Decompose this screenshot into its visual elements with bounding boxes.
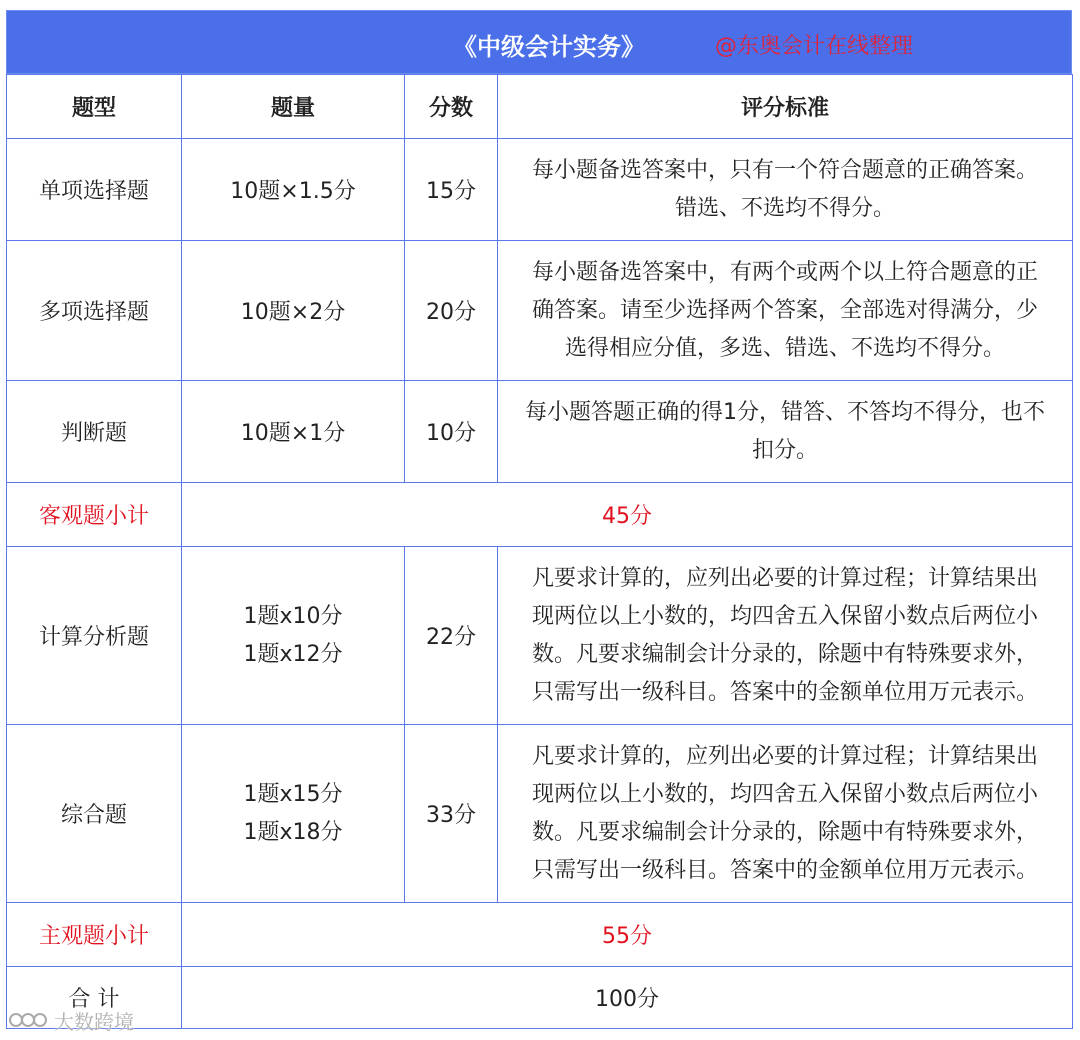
question-quantity: 10题×1分 [182, 381, 405, 483]
table-row [7, 381, 1073, 483]
criteria-line: 凡要求计算的，应列出必要的计算过程；计算结果出 [531, 743, 1038, 769]
criteria-line: 选得相应分值，多选、错选、不选均不得分。 [564, 335, 1005, 361]
question-score: 20分 [405, 241, 498, 381]
quantity-line: 1题x18分 [243, 819, 343, 845]
quantity-line: 1题x12分 [243, 641, 343, 667]
source-credit: @东奥会计在线整理 [715, 34, 914, 59]
subtotal-value: 55分 [182, 903, 1073, 967]
column-header-type: 题型 [7, 75, 182, 139]
table-row [7, 725, 1073, 903]
quantity-line: 1题x15分 [243, 781, 343, 807]
scoring-criteria [498, 241, 1073, 381]
table-title-banner [6, 10, 1072, 74]
subjective-subtotal-row [7, 903, 1073, 967]
question-score: 33分 [405, 725, 498, 903]
criteria-line: 每小题备选答案中，只有一个符合题意的正确答案。 [531, 157, 1038, 183]
question-type: 计算分析题 [7, 547, 182, 725]
criteria-line: 错选、不选均不得分。 [674, 195, 895, 221]
criteria-line: 数。凡要求编制会计分录的，除题中有特殊要求外， [531, 819, 1038, 845]
criteria-line: 现两位以上小数的，均四舍五入保留小数点后两位小 [531, 603, 1038, 629]
table-row [7, 139, 1073, 241]
subtotal-value: 45分 [182, 483, 1073, 547]
question-type: 单项选择题 [7, 139, 182, 241]
table-row [7, 241, 1073, 381]
column-header-quantity: 题量 [182, 75, 405, 139]
scoring-criteria [498, 725, 1073, 903]
scoring-table [6, 74, 1073, 1029]
question-quantity [182, 547, 405, 725]
table-row [7, 547, 1073, 725]
subtotal-label: 客观题小计 [7, 483, 182, 547]
criteria-line: 每小题备选答案中，有两个或两个以上符合题意的正 [531, 259, 1038, 285]
objective-subtotal-row [7, 483, 1073, 547]
question-type: 判断题 [7, 381, 182, 483]
question-type: 综合题 [7, 725, 182, 903]
question-type: 多项选择题 [7, 241, 182, 381]
question-quantity: 10题×2分 [182, 241, 405, 381]
criteria-line: 只需写出一级科目。答案中的金额单位用万元表示。 [531, 857, 1038, 883]
criteria-line: 确答案。请至少选择两个答案，全部选对得满分，少 [531, 297, 1038, 323]
column-header-criteria: 评分标准 [498, 75, 1073, 139]
scoring-criteria [498, 139, 1073, 241]
watermark-logo-icon [8, 1009, 48, 1031]
question-score: 15分 [405, 139, 498, 241]
question-quantity: 10题×1.5分 [182, 139, 405, 241]
criteria-line: 数。凡要求编制会计分录的，除题中有特殊要求外， [531, 641, 1038, 667]
question-quantity [182, 725, 405, 903]
scoring-criteria [498, 381, 1073, 483]
total-row [7, 967, 1073, 1029]
criteria-line: 只需写出一级科目。答案中的金额单位用万元表示。 [531, 679, 1038, 705]
total-label: 合 计 [7, 967, 182, 1029]
subtotal-label: 主观题小计 [7, 903, 182, 967]
criteria-line: 现两位以上小数的，均四舍五入保留小数点后两位小 [531, 781, 1038, 807]
quantity-line: 1题x10分 [243, 603, 343, 629]
watermark [8, 1006, 148, 1034]
total-value: 100分 [182, 967, 1073, 1029]
table-title: 《中级会计实务》 [453, 33, 645, 61]
criteria-line: 扣分。 [751, 437, 818, 463]
watermark-text: 大数跨境 [54, 1009, 134, 1034]
question-score: 22分 [405, 547, 498, 725]
column-header-score: 分数 [405, 75, 498, 139]
scoring-criteria [498, 547, 1073, 725]
criteria-line: 凡要求计算的，应列出必要的计算过程；计算结果出 [531, 565, 1038, 591]
criteria-line: 每小题答题正确的得1分，错答、不答均不得分，也不 [525, 399, 1045, 425]
table-header-row [7, 75, 1073, 139]
question-score: 10分 [405, 381, 498, 483]
